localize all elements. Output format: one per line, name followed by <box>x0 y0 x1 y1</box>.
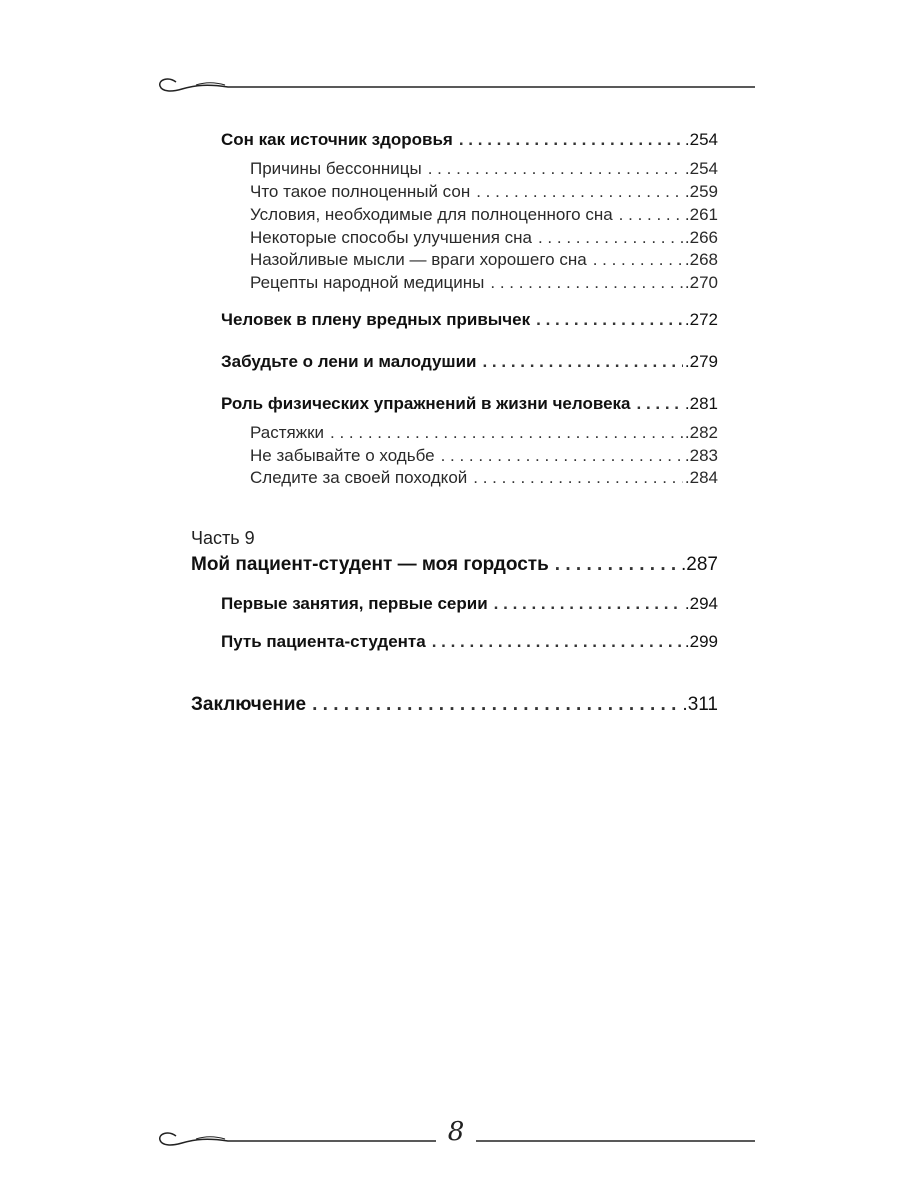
toc-subentry[interactable] <box>250 423 718 443</box>
toc-entry[interactable] <box>221 130 718 150</box>
page-number: 8 <box>447 1117 465 1147</box>
toc-entry-page: .279 <box>684 352 718 371</box>
part-label: Часть 9 <box>191 528 255 548</box>
toc-subentry[interactable] <box>250 468 718 488</box>
dot-leader <box>593 250 683 270</box>
toc-part-title: Мой пациент-студент — моя гордость <box>191 554 549 575</box>
dot-leader <box>476 182 683 202</box>
toc-part-entry[interactable] <box>191 554 718 576</box>
toc-entry-page: .281 <box>684 394 718 413</box>
dot-leader <box>459 130 683 150</box>
toc-entry-title: Путь пациента-студента <box>221 632 426 651</box>
toc-subentry-page: .268 <box>684 250 718 269</box>
toc-conclusion-title: Заключение <box>191 694 307 715</box>
dot-leader <box>619 205 683 225</box>
toc-entry-page: .254 <box>684 130 718 149</box>
dot-leader <box>428 159 683 179</box>
toc-subentry-title: Что такое полноценный сон <box>250 182 471 201</box>
toc-entry[interactable] <box>221 594 718 614</box>
toc-conclusion-entry[interactable] <box>191 694 718 716</box>
toc-subentry-title: Некоторые способы улучшения сна <box>250 228 532 247</box>
dot-leader <box>441 446 683 466</box>
dot-leader <box>536 310 683 330</box>
dot-leader <box>312 694 680 716</box>
toc-entry[interactable] <box>221 394 718 414</box>
toc-subentry-title: Не забывайте о ходьбе <box>250 446 435 465</box>
toc-subentry-title: Причины бессонницы <box>250 159 422 178</box>
toc-subentry-title: Рецепты народной медицины <box>250 273 485 292</box>
toc-subentry[interactable] <box>250 159 718 179</box>
toc-entry-page: .272 <box>684 310 718 329</box>
toc-entry[interactable] <box>221 352 718 372</box>
dot-leader <box>494 594 683 614</box>
toc-entry-title: Человек в плену вредных привычек <box>221 310 531 329</box>
toc-entry-page: .299 <box>684 632 718 651</box>
toc-subentry-title: Назойливые мысли — враги хорошего сна <box>250 250 587 269</box>
dot-leader <box>538 228 683 248</box>
toc-subentry-title: Растяжки <box>250 423 325 442</box>
toc-subentry-page: .261 <box>684 205 718 224</box>
toc-subentry[interactable] <box>250 273 718 293</box>
toc-subentry-title: Следите за своей походкой <box>250 468 468 487</box>
toc-subentry[interactable] <box>250 205 718 225</box>
toc-subentry-page: .254 <box>684 159 718 178</box>
dot-leader <box>555 554 679 576</box>
toc-entry-title: Роль физических упражнений в жизни человека <box>221 394 631 413</box>
toc-entry-page: .294 <box>684 594 718 613</box>
toc-subentry[interactable] <box>250 250 718 270</box>
toc-subentry[interactable] <box>250 182 718 202</box>
toc-subentry-title: Условия, необходимые для полноценного сна <box>250 205 613 224</box>
toc-part-page: .287 <box>681 554 718 575</box>
dot-leader <box>490 273 683 293</box>
dot-leader <box>482 352 682 372</box>
dot-leader <box>473 468 683 488</box>
toc-entry-title: Первые занятия, первые серии <box>221 594 488 613</box>
toc-subentry-page: .284 <box>684 468 718 487</box>
toc-entry-title: Сон как источник здоровья <box>221 130 453 149</box>
toc-subentry-page: .266 <box>684 228 718 247</box>
toc-subentry-page: .270 <box>684 273 718 292</box>
dot-leader <box>330 423 683 443</box>
toc-entry[interactable] <box>221 310 718 330</box>
toc-subentry-page: .283 <box>684 446 718 465</box>
dot-leader <box>637 394 683 414</box>
toc-subentry[interactable] <box>250 228 718 248</box>
dot-leader <box>432 632 683 652</box>
toc-conclusion-page: .311 <box>682 694 718 715</box>
toc-subentry-page: .259 <box>684 182 718 201</box>
toc-entry[interactable] <box>221 632 718 652</box>
toc-subentry-page: .282 <box>684 423 718 442</box>
toc-subentry[interactable] <box>250 446 718 466</box>
toc-entry-title: Забудьте о лени и малодушии <box>221 352 477 371</box>
